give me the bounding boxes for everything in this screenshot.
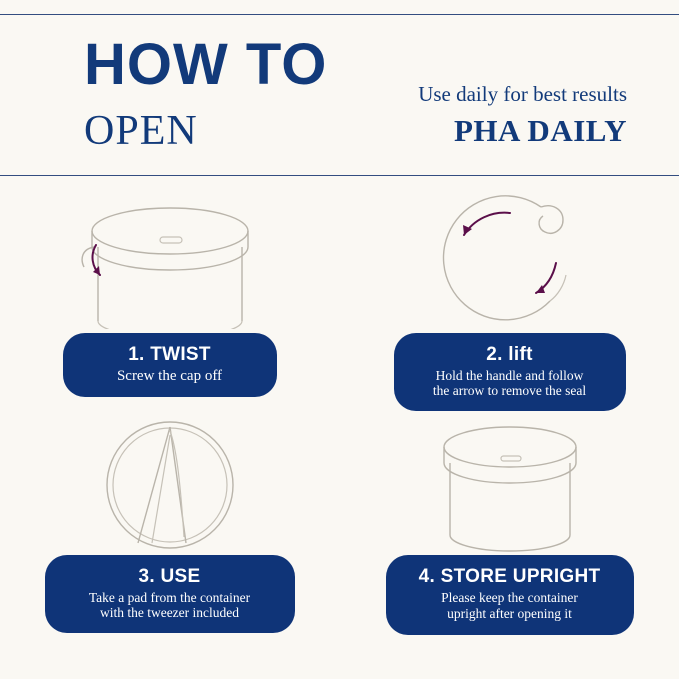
jar-with-lid-icon	[0, 189, 339, 329]
header-divider	[0, 175, 679, 176]
seal-with-handle-icon	[340, 189, 679, 329]
header	[0, 30, 679, 175]
step-3-description	[61, 590, 279, 620]
twist-arrow-icon	[92, 245, 99, 275]
step-2-title: 2. lift	[486, 344, 533, 365]
step-2-description-line2: the arrow to remove the seal	[432, 383, 587, 398]
tweezer-in-jar-top-view-icon	[0, 417, 339, 557]
step-1-label	[63, 333, 277, 397]
step-3-label	[45, 555, 295, 633]
step-3-description-line2: with the tweezer included	[99, 605, 240, 620]
tagline: Use daily for best results	[418, 82, 627, 106]
step-4-description-line2: upright after opening it	[447, 606, 572, 621]
step-3	[0, 413, 339, 648]
step-2	[340, 185, 679, 420]
brand-block	[327, 82, 627, 148]
step-4-description-line1: Please keep the container	[441, 590, 578, 605]
step-4-description	[402, 590, 618, 622]
step-1	[0, 185, 339, 420]
step-2-label	[394, 333, 626, 411]
step-4-label	[386, 555, 634, 635]
step-1-description: Screw the cap off	[116, 368, 223, 384]
top-divider	[0, 14, 679, 15]
step-2-description	[410, 368, 610, 398]
step-1-title: 1. TWIST	[128, 344, 211, 365]
step-4	[340, 413, 679, 648]
closed-jar-upright-icon	[340, 417, 679, 557]
circular-arrow-icon	[463, 213, 556, 293]
step-3-title: 3. USE	[138, 566, 201, 587]
step-4-title: 4. STORE UPRIGHT	[418, 566, 601, 587]
page-title-line2: OPEN	[84, 108, 198, 154]
step-2-description-line1: Hold the handle and follow	[435, 368, 584, 383]
page-title-line1: HOW TO	[84, 32, 328, 97]
step-3-description-line1: Take a pad from the container	[88, 590, 251, 605]
brand-name: PHA DAILY	[453, 113, 627, 148]
steps-grid	[0, 185, 679, 655]
